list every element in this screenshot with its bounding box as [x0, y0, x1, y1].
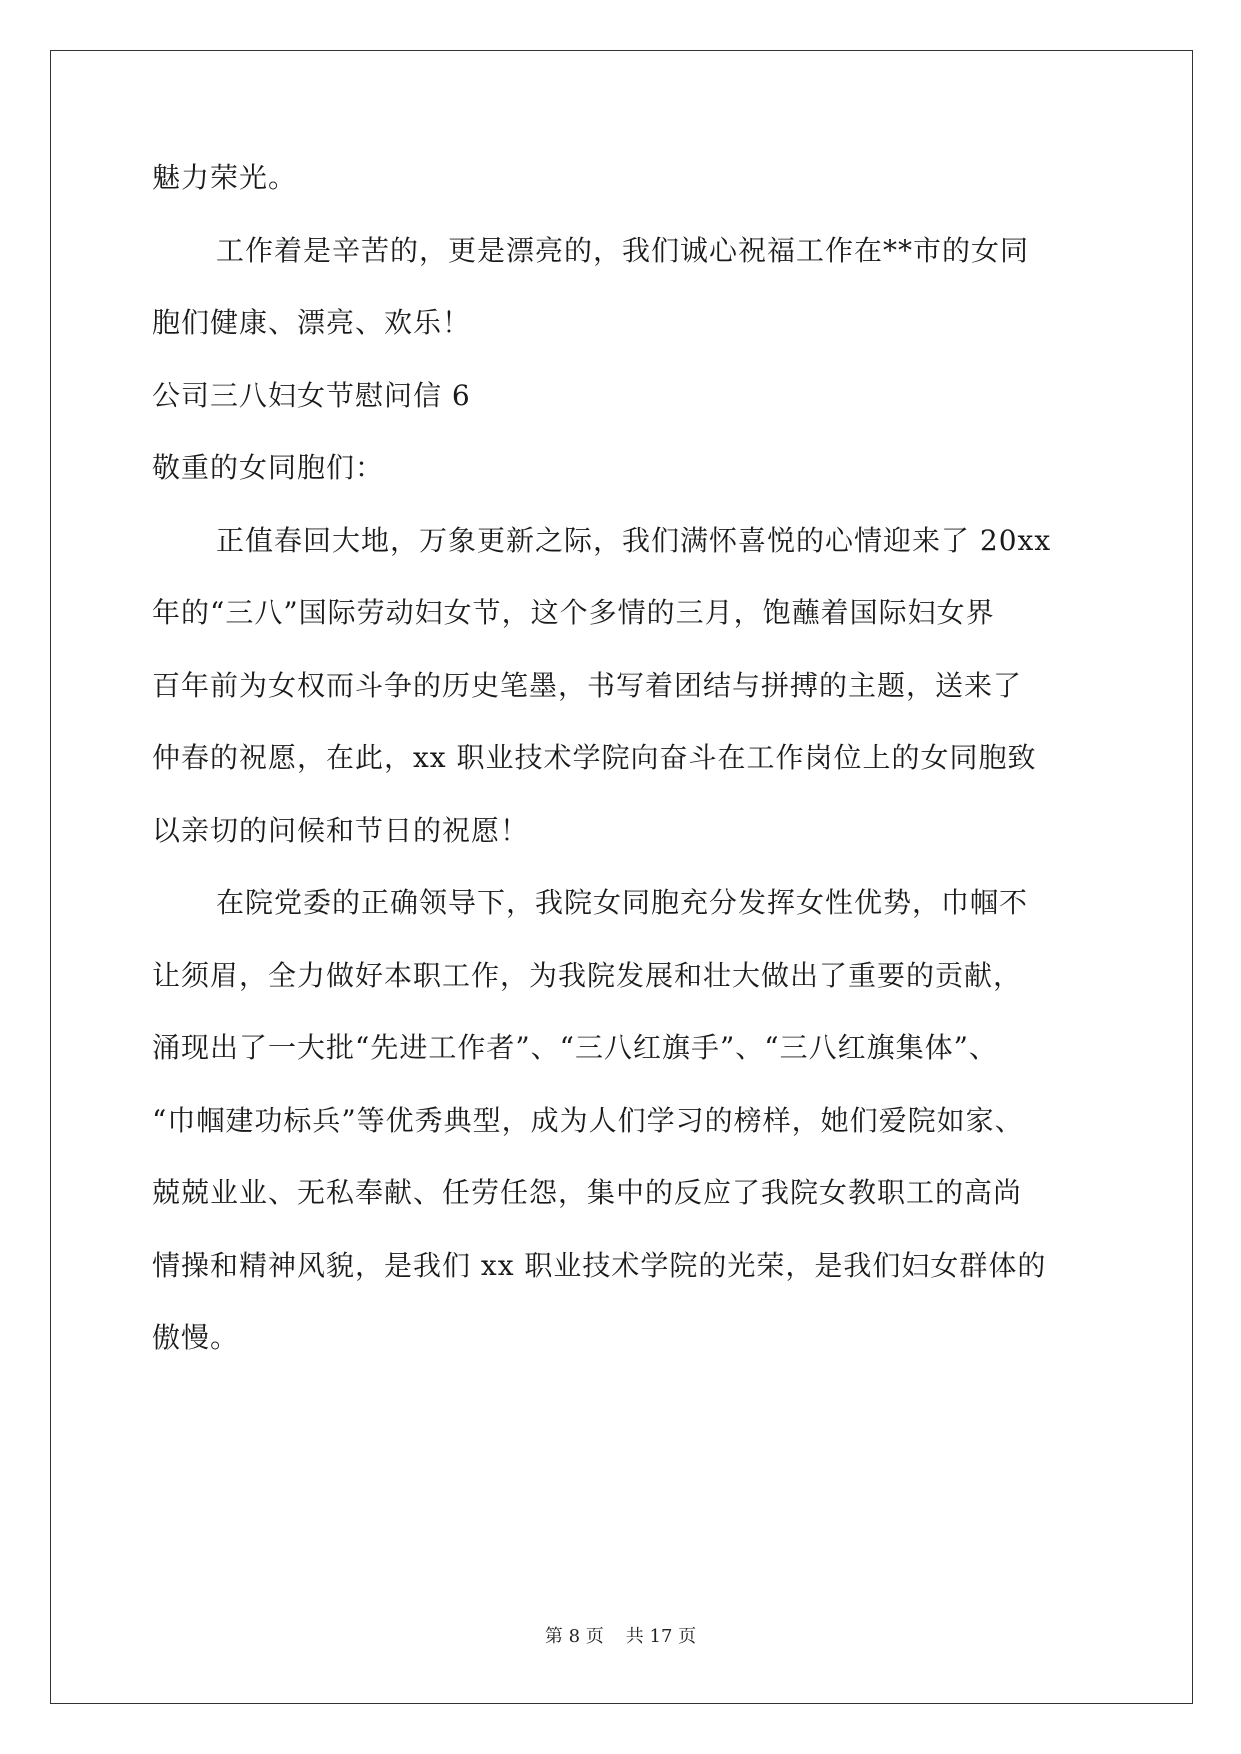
section-heading: 公司三八妇女节慰问信 6: [152, 378, 471, 412]
document-body: [152, 158, 1092, 1391]
page-number-current: 第 8 页: [544, 1626, 604, 1647]
text-line: 魅力荣光。: [152, 161, 298, 194]
text-line: 工作着是辛苦的，更是漂亮的，我们诚心祝福工作在**市的女同: [216, 233, 1030, 267]
text-line: 涌现出了一大批“先进工作者”、“三八红旗手”、“三八红旗集体”、: [152, 1031, 998, 1064]
text-line: “巾帼建功标兵”等优秀典型，成为人们学习的榜样，她们爱院如家、: [152, 1103, 1024, 1137]
text-line: 以亲切的问候和节日的祝愿！: [152, 813, 530, 847]
page-footer: [0, 1622, 1241, 1648]
text-line: 傲慢。: [152, 1321, 240, 1354]
text-line: 正值春回大地，万象更新之际，我们满怀喜悦的心情迎来了 20xx: [216, 523, 1052, 557]
text-line: 情操和精神风貌，是我们 xx 职业技术学院的光荣，是我们妇女群体的: [152, 1248, 1047, 1282]
text-line: 在院党委的正确领导下，我院女同胞充分发挥女性优势，巾帼不: [216, 886, 1029, 919]
text-line: 百年前为女权而斗争的历史笔墨，书写着团结与拼搏的主题，送来了: [152, 668, 1023, 702]
text-line: 年的“三八”国际劳动妇女节，这个多情的三月，饱蘸着国际妇女界: [152, 596, 995, 629]
text-line: 让须眉，全力做好本职工作，为我院发展和壮大做出了重要的贡献，: [152, 958, 1023, 992]
salutation: 敬重的女同胞们：: [152, 451, 385, 484]
text-line: 兢兢业业、无私奉献、任劳任怨，集中的反应了我院女教职工的高尚: [152, 1176, 1023, 1209]
text-line: 仲春的祝愿，在此，xx 职业技术学院向奋斗在工作岗位上的女同胞致: [152, 741, 1037, 774]
page-number-total: 共 17 页: [625, 1626, 697, 1647]
text-line: 胞们健康、漂亮、欢乐！: [152, 306, 472, 339]
